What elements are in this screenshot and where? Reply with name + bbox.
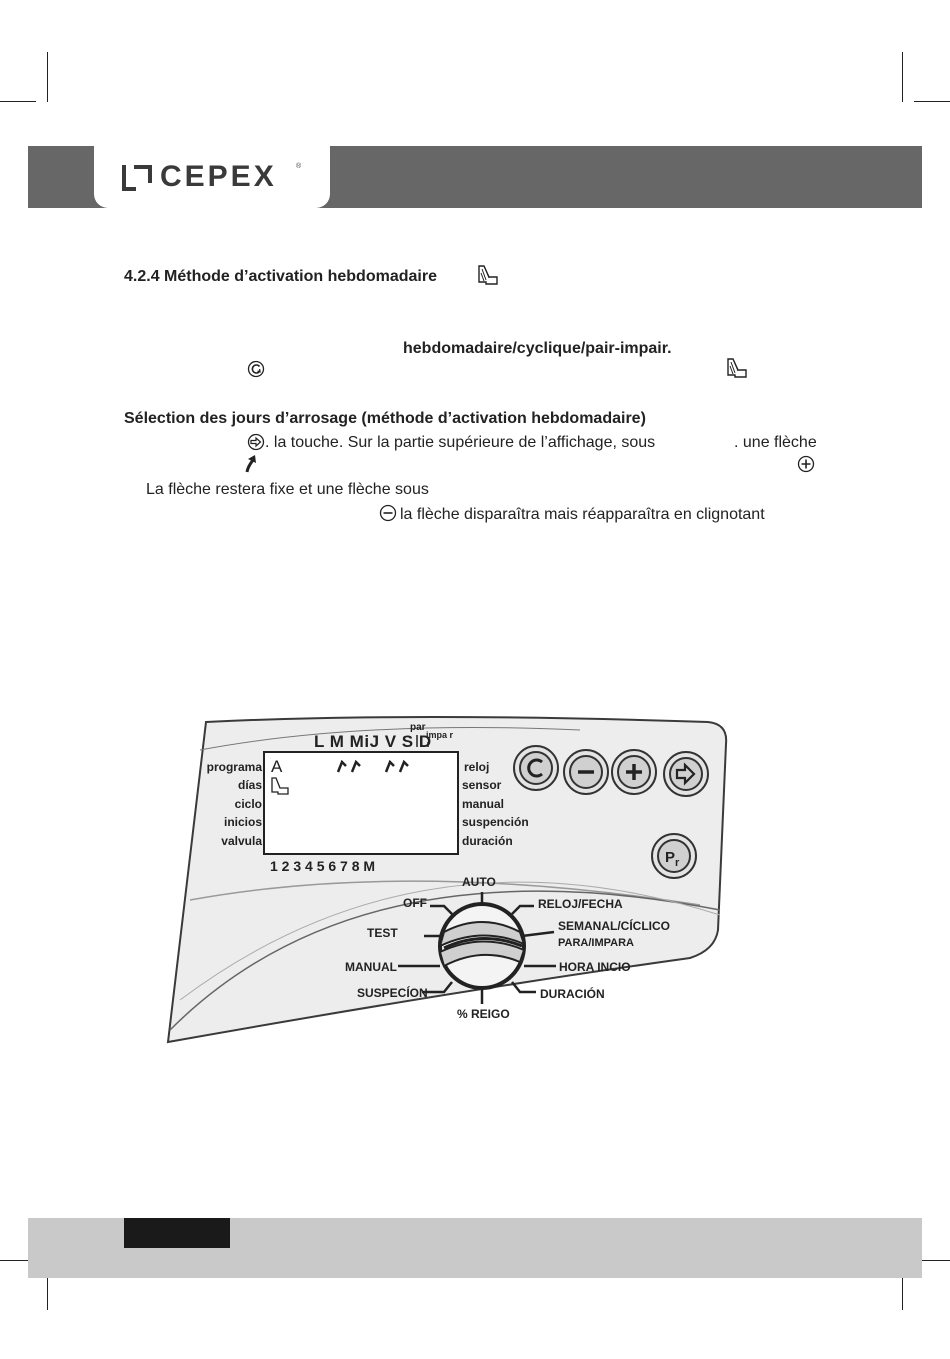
dial-riego: % REIGO bbox=[457, 1007, 510, 1021]
label-manual: manual bbox=[462, 797, 505, 811]
next-arrow-button-icon bbox=[247, 433, 265, 451]
up-arrow-icon bbox=[243, 452, 261, 474]
dial-duracion: DURACIÓN bbox=[540, 987, 605, 1001]
section-heading: 4.2.4 Méthode d’activation hebdomadaire bbox=[124, 268, 437, 285]
plus-button-icon bbox=[797, 455, 815, 473]
cycle-button-icon bbox=[247, 360, 265, 378]
par-label: par bbox=[410, 722, 426, 733]
program-button[interactable] bbox=[652, 834, 696, 878]
step1-text: . la touche. Sur la partie supérieure de l’affichage, sous bbox=[265, 434, 656, 451]
subheading: Sélection des jours d’arrosage (méthode d’activation hebdomadaire) bbox=[124, 410, 646, 427]
dial-off: OFF bbox=[403, 896, 427, 910]
next-arrow-button[interactable] bbox=[664, 752, 708, 796]
label-reloj: reloj bbox=[464, 760, 490, 774]
dial-hora-inicio: HORA INCIO bbox=[559, 960, 631, 974]
display-letter: A bbox=[271, 757, 283, 776]
dial-reloj-fecha: RELOJ/FECHA bbox=[538, 897, 623, 911]
minus-button[interactable] bbox=[564, 750, 608, 794]
label-duracion: duración bbox=[462, 834, 513, 848]
crop-mark bbox=[47, 52, 48, 102]
cepex-logo-icon bbox=[118, 163, 154, 193]
label-ciclo: ciclo bbox=[234, 797, 262, 811]
crop-mark bbox=[0, 101, 36, 102]
crop-mark bbox=[902, 52, 903, 102]
mode-options-text: hebdomadaire/cyclique/pair-impair. bbox=[403, 340, 672, 357]
step1-end-text: . une flèche bbox=[734, 434, 817, 451]
label-suspencion: suspención bbox=[462, 815, 529, 829]
days-row: L M MiJ V S D bbox=[314, 732, 432, 751]
label-sensor: sensor bbox=[462, 778, 502, 792]
controller-illustration bbox=[160, 700, 740, 1050]
registered-mark: ® bbox=[296, 163, 302, 170]
dial-test: TEST bbox=[367, 926, 398, 940]
dial-suspecion: SUSPECÍON bbox=[357, 986, 428, 1000]
label-dias: días bbox=[237, 778, 262, 792]
impar-label: impa r bbox=[426, 730, 454, 740]
label-inicios: inicios bbox=[223, 815, 262, 829]
dial-auto: AUTO bbox=[462, 875, 496, 889]
footer-page-tab bbox=[124, 1218, 230, 1248]
dial-semanal: SEMANAL/CÍCLICO bbox=[558, 919, 670, 933]
cycle-button[interactable] bbox=[514, 746, 558, 790]
plus-button[interactable] bbox=[612, 750, 656, 794]
label-valvula: valvula bbox=[221, 834, 262, 848]
program-numbers: 1 2 3 4 5 6 7 8 M bbox=[270, 858, 376, 874]
svg-text:r: r bbox=[675, 857, 680, 869]
mode-dial[interactable] bbox=[440, 904, 524, 988]
svg-text:P: P bbox=[665, 849, 676, 866]
dial-paraimpara: PARA/IMPARA bbox=[558, 937, 634, 949]
crop-mark bbox=[914, 101, 950, 102]
step2-text: La flèche restera fixe et une flèche sous bbox=[146, 481, 429, 498]
weekly-mode-icon bbox=[725, 356, 749, 380]
label-programa: programa bbox=[206, 760, 262, 774]
weekly-mode-icon bbox=[476, 263, 500, 287]
brand-logo-text: CEPEX bbox=[160, 160, 277, 193]
dial-manual: MANUAL bbox=[345, 960, 397, 974]
step3-text: la flèche disparaîtra mais réapparaîtra en clignotant bbox=[400, 506, 765, 523]
minus-button-icon bbox=[379, 504, 397, 522]
